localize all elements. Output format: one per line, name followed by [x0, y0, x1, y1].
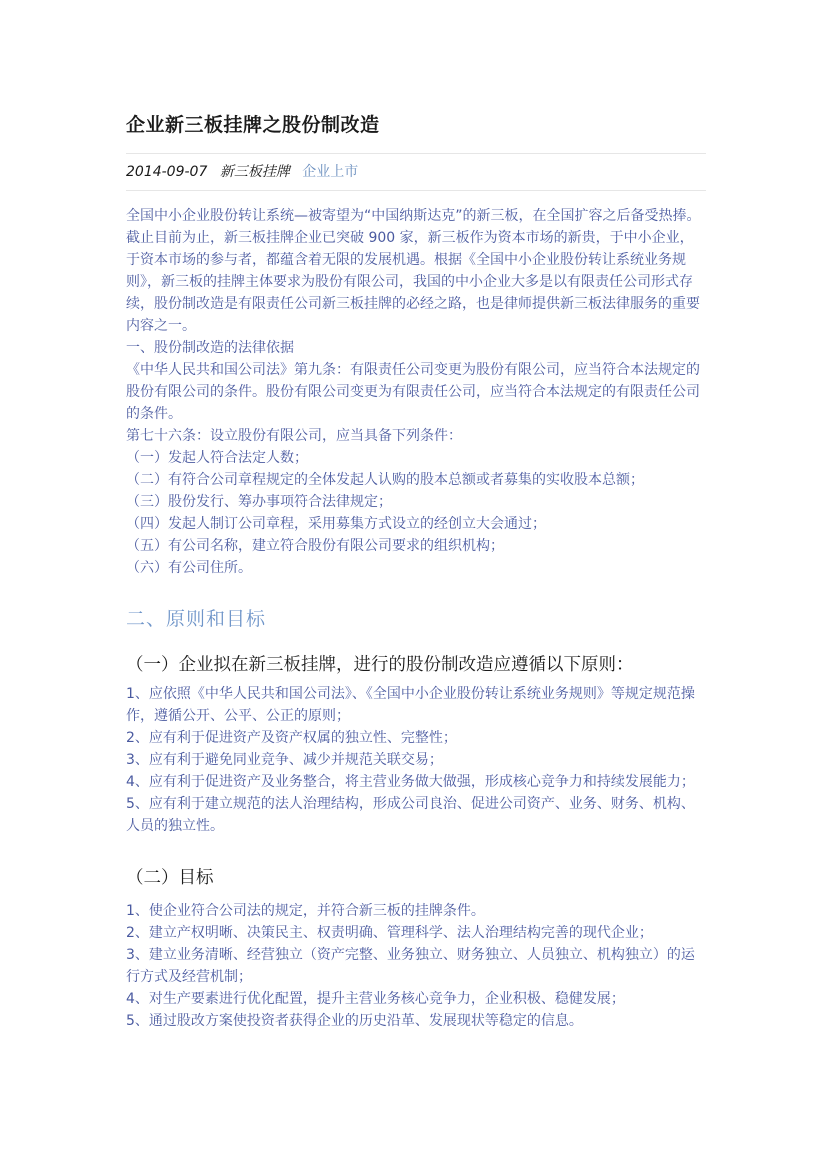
section2-heading: 二、原则和目标 — [126, 608, 267, 630]
meta-divider-bottom — [126, 190, 706, 191]
condition-item: （四）发起人制订公司章程，采用募集方式设立的经创立大会通过； — [126, 516, 546, 532]
list-item: 2、应有利于促进资产及资产权属的独立性、完整性； — [126, 730, 457, 746]
principles-list — [126, 683, 706, 837]
list-item: 4、应有利于促进资产及业务整合，将主营业务做大做强，形成核心竞争力和持续发展能力； — [126, 774, 695, 790]
list-item: 2、建立产权明晰、决策民主、权责明确、管理科学、法人治理结构完善的现代企业； — [126, 925, 653, 941]
list-item: 4、对生产要素进行优化配置，提升主营业务核心竞争力，企业积极、稳健发展； — [126, 991, 625, 1007]
condition-item: （六）有公司住所。 — [126, 560, 252, 576]
list-item: 1、应依照《中华人民共和国公司法》、《全国中小企业股份转让系统业务规则》等规定规范操作，遵循公开、公平、公正的原则； — [126, 686, 695, 724]
list-item: 1、使企业符合公司法的规定，并符合新三板的挂牌条件。 — [126, 903, 485, 919]
list-item: 5、应有利于建立规范的法人治理结构，形成公司良治、促进公司资产、业务、财务、机构、人员的独立性。 — [126, 796, 695, 834]
condition-item: （三）股份发行、筹办事项符合法律规定； — [126, 494, 392, 510]
article-tag-primary[interactable]: 新三板挂牌 — [219, 164, 290, 180]
law-article-76: 第七十六条：设立股份有限公司，应当具备下列条件： — [126, 428, 462, 444]
article-date: 2014-09-07 — [126, 164, 208, 180]
condition-item: （一）发起人符合法定人数； — [126, 450, 308, 466]
law-article-9: 《中华人民共和国公司法》第九条：有限责任公司变更为股份有限公司，应当符合本法规定的股份有限公司的条件。股份有限公司变更为有限责任公司，应当符合本法规定的有限责任公司的条件。 — [126, 362, 700, 422]
intro-paragraph: 全国中小企业股份转让系统—被寄望为“中国纳斯达克”的新三板，在全国扩容之后备受热捧。截止目前为止，新三板挂牌企业已突破 900 家，新三板作为资本市场的新贵，于中小企业，于资本市场的参与者，都蕴含着无限的发展机遇。根据《全国中小企业股份转让系统业务规则》，新三板的挂牌主体要求为股份有限公司，我国的中小企业大多是以有限责任公司形式存续，股份制改造是有限责任公司新三板挂牌的必经之路，也是律师提供新三板法律服务的重要内容之一。 — [126, 208, 701, 334]
condition-item: （二）有符合公司章程规定的全体发起人认购的股本总额或者募集的实收股本总额； — [126, 472, 644, 488]
principles-heading: （一）企业拟在新三板挂牌，进行的股份制改造应遵循以下原则： — [126, 655, 634, 675]
goals-heading: （二）目标 — [126, 868, 214, 888]
list-item: 3、建立业务清晰、经营独立（资产完整、业务独立、财务独立、人员独立、机构独立）的运行方式及经营机制； — [126, 947, 695, 985]
goals-list — [126, 900, 706, 1032]
article-tag-secondary[interactable]: 企业上市 — [302, 164, 359, 180]
list-item: 3、应有利于避免同业竞争、减少并规范关联交易； — [126, 752, 443, 768]
article-meta — [126, 161, 358, 181]
meta-divider-top — [126, 153, 706, 154]
intro-body — [126, 205, 706, 579]
article-title: 企业新三板挂牌之股份制改造 — [126, 114, 380, 136]
section1-heading: 一、股份制改造的法律依据 — [126, 340, 294, 356]
list-item: 5、通过股改方案使投资者获得企业的历史沿革、发展现状等稳定的信息。 — [126, 1013, 583, 1029]
condition-item: （五）有公司名称，建立符合股份有限公司要求的组织机构； — [126, 538, 504, 554]
